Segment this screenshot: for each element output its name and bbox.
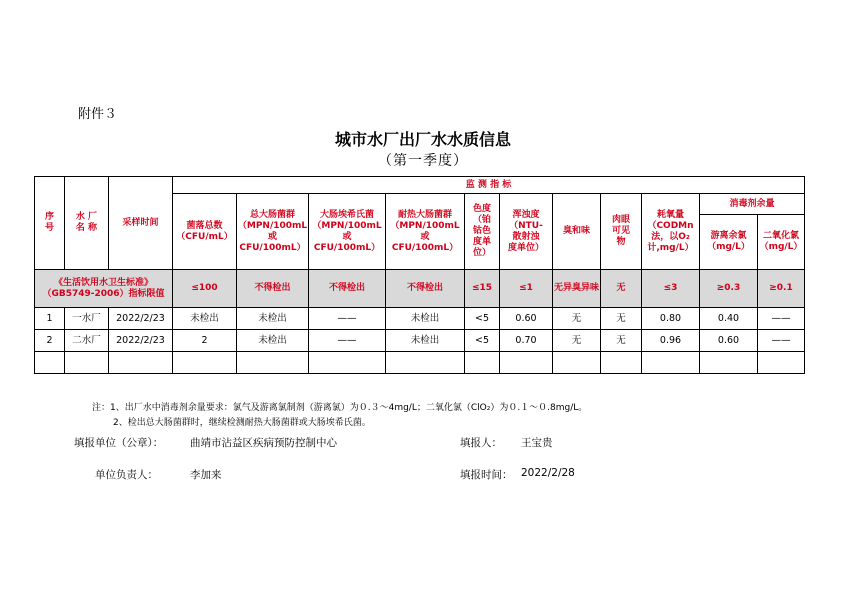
- water-quality-table: [34, 176, 805, 374]
- footer-reporter-label: 填报人：: [460, 437, 502, 449]
- cell: [700, 352, 758, 374]
- header-monitoring: 监 测 指 标: [173, 177, 805, 194]
- cell: [65, 352, 109, 374]
- note-line-2: 2、检出总大肠菌群时，继续检测耐热大肠菌群或大肠埃希氏菌。: [113, 418, 371, 428]
- cell: <5: [465, 308, 500, 330]
- cell: 0.96: [642, 330, 700, 352]
- standard-value: 无异臭异味: [553, 270, 601, 308]
- footer-unit-value: 曲靖市沾益区疾病预防控制中心: [190, 437, 337, 449]
- header-turbidity: 浑浊度 （NTU- 散射浊 度单位）: [500, 194, 553, 270]
- cell: [601, 352, 642, 374]
- footer-unit-label: 填报单位（公章）：: [74, 437, 164, 449]
- header-free-chlorine: 游离余氯 （mg/L）: [700, 215, 758, 270]
- standard-value: 不得检出: [237, 270, 309, 308]
- cell: 0.60: [500, 308, 553, 330]
- footer-head-label: 单位负责人：: [95, 469, 158, 481]
- header-plant: 水 厂 名 称: [65, 177, 109, 270]
- cell: ——: [309, 330, 386, 352]
- page-title: 城市水厂出厂水水质信息: [334, 130, 511, 149]
- cell: [173, 352, 237, 374]
- footer-time-label: 填报时间：: [460, 469, 513, 481]
- cell: ——: [309, 308, 386, 330]
- header-coliform: 总大肠菌群 （MPN/100mL 或 CFU/100mL）: [237, 194, 309, 270]
- header-thermo-coliform: 耐热大肠菌群 （MPN/100mL 或 CFU/100mL）: [386, 194, 465, 270]
- cell: 1: [35, 308, 65, 330]
- attachment-label: 附件３: [78, 107, 118, 122]
- cell: 未检出: [173, 308, 237, 330]
- header-disinfectant: 消毒剂余量: [700, 194, 805, 215]
- header-oxygen: 耗氧量 （CODMn 法，以O₂ 计,mg/L）: [642, 194, 700, 270]
- table-row: [35, 308, 805, 330]
- cell: 0.70: [500, 330, 553, 352]
- cell: 未检出: [386, 330, 465, 352]
- header-visible: 肉眼 可见 物: [601, 194, 642, 270]
- cell: 0.40: [700, 308, 758, 330]
- cell: [237, 352, 309, 374]
- header-seq: 序 号: [35, 177, 65, 270]
- table-row: [35, 330, 805, 352]
- standard-value: ≤3: [642, 270, 700, 308]
- table-row-empty: [35, 352, 805, 374]
- header-color: 色度 （铂 钴色 度单 位）: [465, 194, 500, 270]
- cell: [758, 352, 805, 374]
- cell: 2: [35, 330, 65, 352]
- cell: [553, 352, 601, 374]
- header-chlorine-dioxide: 二氧化氯 （mg/L）: [758, 215, 805, 270]
- cell: 0.60: [700, 330, 758, 352]
- cell: 2: [173, 330, 237, 352]
- standard-value: ≥0.3: [700, 270, 758, 308]
- cell: 无: [601, 330, 642, 352]
- standard-value: 不得检出: [309, 270, 386, 308]
- cell: [465, 352, 500, 374]
- cell: [35, 352, 65, 374]
- header-colony: 菌落总数 （CFU/mL）: [173, 194, 237, 270]
- cell: ——: [758, 330, 805, 352]
- standard-value: ≤15: [465, 270, 500, 308]
- cell: 无: [553, 330, 601, 352]
- header-sampling-time: 采样时间: [109, 177, 173, 270]
- cell: 无: [553, 308, 601, 330]
- standard-value: ≤100: [173, 270, 237, 308]
- footer-reporter-value: 王宝贵: [521, 437, 553, 449]
- cell: 未检出: [386, 308, 465, 330]
- header-ecoli: 大肠埃希氏菌 （MPN/100mL 或 CFU/100mL）: [309, 194, 386, 270]
- cell: 一水厂: [65, 308, 109, 330]
- cell: <5: [465, 330, 500, 352]
- cell: 2022/2/23: [109, 308, 173, 330]
- footer-time-value: 2022/2/28: [521, 467, 575, 479]
- note-line-1: 注：1、出厂水中消毒剂余量要求：氯气及游离氯制剂（游离氯）为０.３～4mg/L；二氧化氯（ClO₂）为０.１～０.8mg/L。: [92, 403, 588, 413]
- standard-value: 不得检出: [386, 270, 465, 308]
- standard-value: 无: [601, 270, 642, 308]
- cell: 二水厂: [65, 330, 109, 352]
- page-subtitle: （第一季度）: [378, 153, 468, 169]
- standard-value: ≥0.1: [758, 270, 805, 308]
- cell: 无: [601, 308, 642, 330]
- cell: [386, 352, 465, 374]
- header-odor: 臭和味: [553, 194, 601, 270]
- cell: 2022/2/23: [109, 330, 173, 352]
- footer-head-value: 李加来: [190, 469, 222, 481]
- cell: 0.80: [642, 308, 700, 330]
- cell: [642, 352, 700, 374]
- cell: [500, 352, 553, 374]
- cell: 未检出: [237, 330, 309, 352]
- cell: 未检出: [237, 308, 309, 330]
- cell: [109, 352, 173, 374]
- standard-label: 《生活饮用水卫生标准》 （GB5749-2006）指标限值: [35, 270, 173, 308]
- cell: ——: [758, 308, 805, 330]
- cell: [309, 352, 386, 374]
- standard-value: ≤1: [500, 270, 553, 308]
